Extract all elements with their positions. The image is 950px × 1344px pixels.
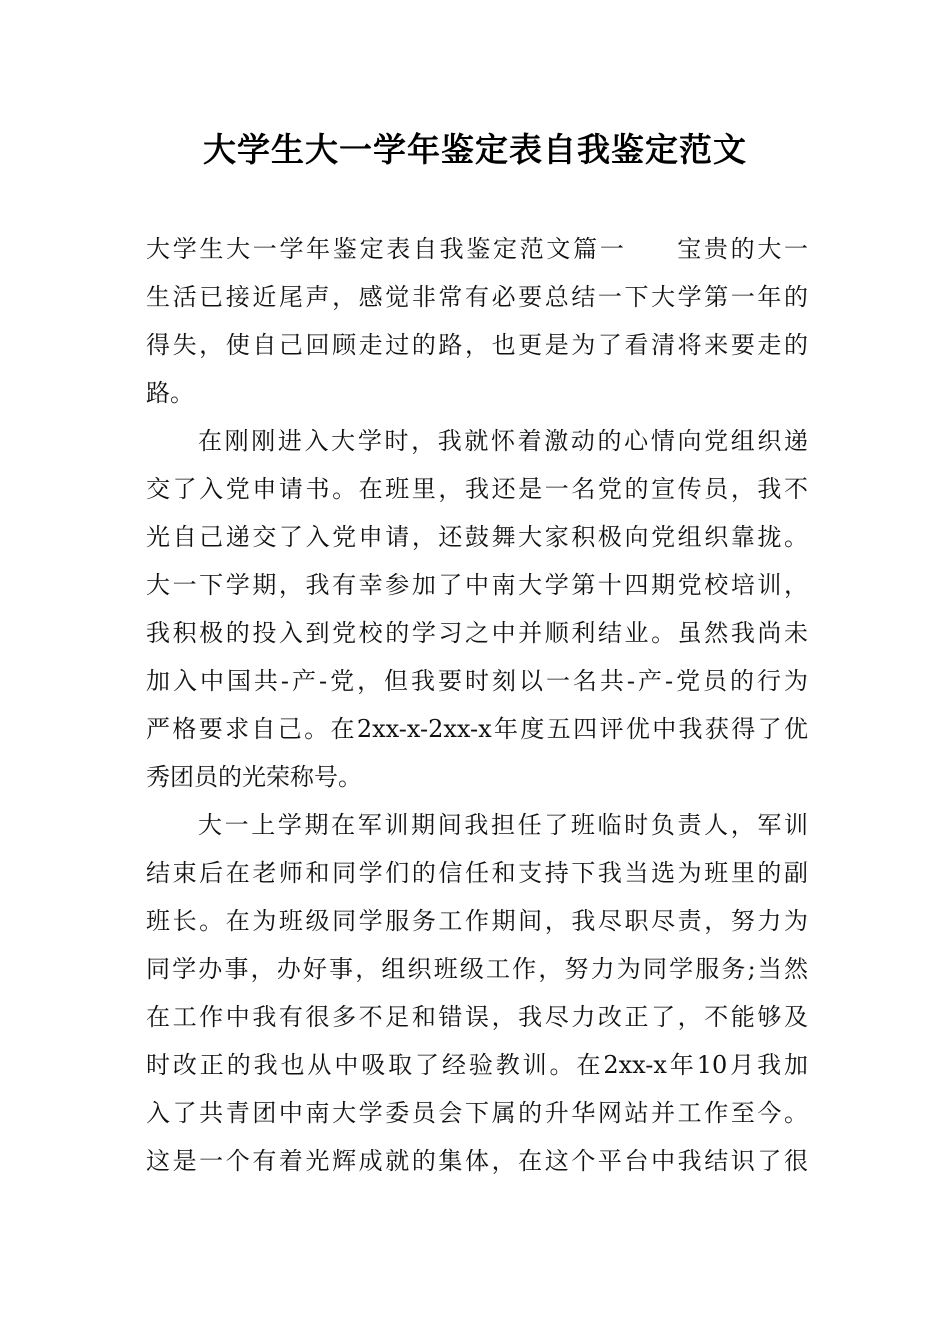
paragraph-1-line-4: 路。 [146,379,194,407]
paragraph-3-line-7: 入了共青团中南大学委员会下属的升华网站并工作至今。 [146,1099,808,1127]
paragraph-2-line-4: 大一下学期，我有幸参加了中南大学第十四期党校培训， [146,571,808,599]
paragraph-3-line-1: 大一上学期在军训期间我担任了班临时负责人，军训 [198,811,808,839]
paragraph-3-line-6: 时改正的我也从中吸取了经验教训。在2xx-x年10月我加 [146,1051,808,1079]
paragraph-2-line-6: 加入中国共-产-党，但我要时刻以一名共-产-党员的行为 [146,667,808,695]
paragraph-1-line-3: 得失，使自己回顾走过的路，也更是为了看清将来要走的 [146,331,808,359]
paragraph-2-line-3: 光自己递交了入党申请，还鼓舞大家积极向党组织靠拢。 [146,523,808,551]
paragraph-3-line-4: 同学办事，办好事，组织班级工作，努力为同学服务;当然 [146,955,808,983]
document-title: 大学生大一学年鉴定表自我鉴定范文 [203,130,747,169]
section-heading-text: 大学生大一学年鉴定表自我鉴定范文篇一 [146,235,627,263]
paragraph-3-line-5: 在工作中我有很多不足和错误，我尽力改正了，不能够及 [146,1003,808,1031]
paragraph-1-line-2: 生活已接近尾声，感觉非常有必要总结一下大学第一年的 [146,283,808,311]
paragraph-2-line-8: 秀团员的光荣称号。 [146,763,362,791]
paragraph-2-line-1: 在刚刚进入大学时，我就怀着激动的心情向党组织递 [198,427,808,455]
paragraph-2-line-5: 我积极的投入到党校的学习之中并顺利结业。虽然我尚未 [146,619,808,647]
paragraph-3-line-2: 结束后在老师和同学们的信任和支持下我当选为班里的副 [146,859,808,887]
paragraph-1-start: 宝贵的大一 [674,235,808,263]
paragraph-2-line-2: 交了入党申请书。在班里，我还是一名党的宣传员，我不 [146,475,808,503]
paragraph-3-line-3: 班长。在为班级同学服务工作期间，我尽职尽责，努力为 [146,907,808,935]
paragraph-2-line-7: 严格要求自己。在2xx-x-2xx-x年度五四评优中我获得了优 [146,715,808,743]
paragraph-3-line-8: 这是一个有着光辉成就的集体，在这个平台中我结识了很 [146,1147,808,1175]
document-body [146,225,808,1185]
paragraph-1-line-1 [146,225,808,273]
